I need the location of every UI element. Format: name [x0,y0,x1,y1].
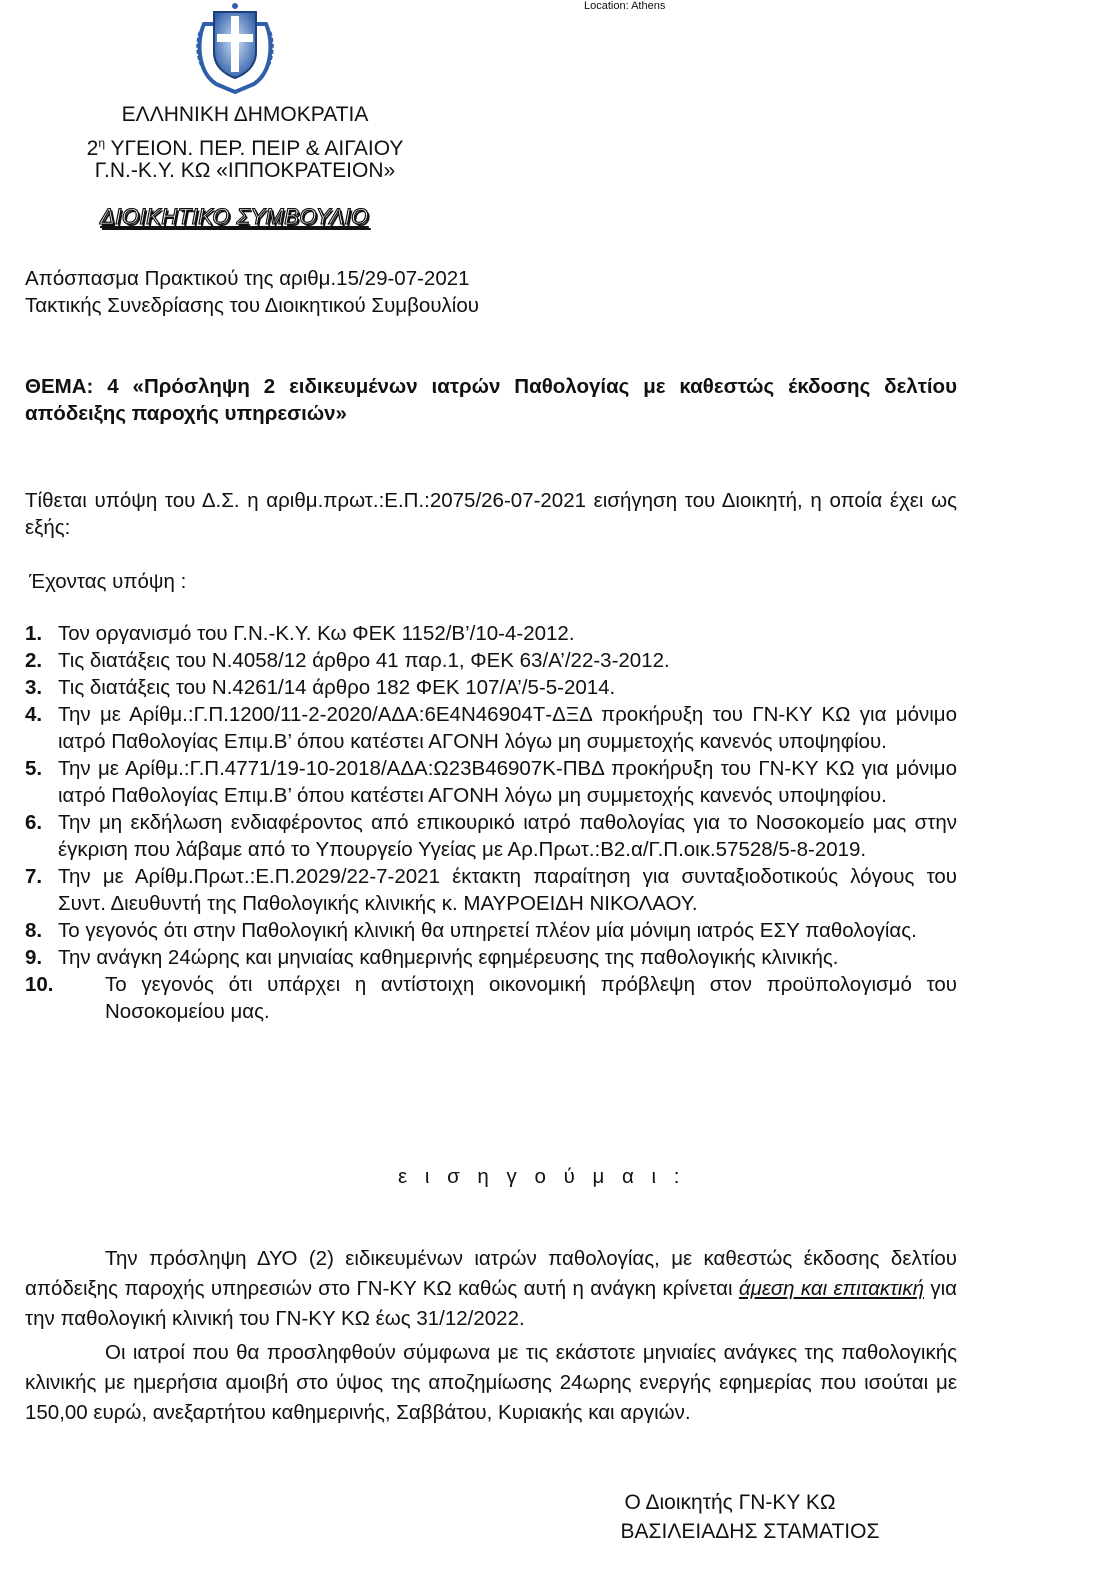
list-item [25,971,957,1025]
board-title: ΔΙΟΙΚΗΤΙΚΟ ΣΥΜΒΟΥΛΙΟ [100,204,369,229]
list-item-number: 1. [25,622,43,645]
list-item-text: Τον οργανισμό του Γ.Ν.-Κ.Υ. Κω ΦΕΚ 1152/Β’/10-4-2012. [58,622,575,645]
list-item-text: Την ανάγκη 24ώρης και μηνιαίας καθημερινής εφημέρευσης της παθολογικής κλινικής. [58,946,839,969]
list-item [25,647,957,674]
list-item-text: Τις διατάξεις του Ν.4058/12 άρθρο 41 παρ.1, ΦΕΚ 63/Α’/22-3-2012. [58,649,670,672]
list-item [25,917,957,944]
list-item [25,620,957,647]
list-item-number: 8. [25,919,43,942]
greek-coat-of-arms-emblem [194,2,276,94]
list-item-number: 5. [25,757,43,780]
list-item-number: 9. [25,946,43,969]
list-item [25,701,957,755]
considerations-list [25,620,957,1025]
list-item-text: Την με Αρίθμ.:Γ.Π.1200/11-2-2020/ΑΔΑ:6Ε4Ν46904Τ-ΔΞΔ προκήρυξη του ΓΝ-ΚΥ ΚΩ για μόνιμο ιατρό Παθολογίας Επιμ.Β’ όπου κατέστει ΑΓΟΝΗ λόγω μη συμμετοχής κανενός υποψηφίου. [58,703,957,753]
decision-paragraph-1-text-a: Την πρόσληψη ΔΥΟ (2) ειδικευμένων ιατρών παθολογίας, με καθεστώς έκδοσης δελτίου απόδειξης παροχής υπηρεσιών στο ΓΝ-ΚΥ ΚΩ καθώς αυτή η ανάγκη κρίνεται [25,1247,957,1300]
list-item-number: 4. [25,703,43,726]
list-item [25,674,957,701]
list-item-text: Τις διατάξεις του Ν.4261/14 άρθρο 182 ΦΕΚ 107/Α’/5-5-2014. [58,676,616,699]
propose-heading: ε ι σ η γ ο ύ μ α ι : [398,1165,686,1188]
list-item-text: Την μη εκδήλωση ενδιαφέροντος από επικουρικό ιατρό παθολογίας για το Νοσοκομείο μας στην έγκριση που λάβαμε από το Υπουργείο Υγείας με Αρ.Πρωτ.:Β2.α/Γ.Π.οικ.57528/5-8-2019. [58,811,957,861]
list-item-number: 10. [25,973,54,996]
list-item-text: Το γεγονός ότι στην Παθολογική κλινική θα υπηρετεί πλέον μία μόνιμη ιατρός ΕΣΥ παθολογίας. [58,919,917,942]
header-line-hospital: Γ.Ν.-Κ.Υ. ΚΩ «ΙΠΠΟΚΡΑΤΕΙΟΝ» [94,159,396,182]
subject-heading: ΘΕΜΑ: 4 «Πρόσληψη 2 ειδικευμένων ιατρών Παθολογίας με καθεστώς έκδοσης δελτίου απόδειξης παροχής υπηρεσιών» [25,375,957,425]
decision-paragraph-1 [25,1244,957,1334]
header-line-republic: ΕΛΛΗΝΙΚΗ ΔΗΜΟΚΡΑΤΙΑ [121,103,369,126]
signature-role: Ο Διοικητής ΓΝ-ΚΥ ΚΩ [624,1491,836,1514]
considering-label: Έχοντας υπόψη : [29,570,187,593]
header-line2-sup: η [98,136,106,150]
list-item-number: 6. [25,811,43,834]
list-item-text: Την με Αρίθμ.:Γ.Π.4771/19-10-2018/ΑΔΑ:Ω23Β46907Κ-ΠΒΔ προκήρυξη του ΓΝ-ΚΥ ΚΩ για μόνιμο ιατρό Παθολογίας Επιμ.Β’ όπου κατέστει ΑΓΟΝΗ λόγω μη συμμετοχής κανενός υποψηφίου. [58,757,957,807]
list-item [25,755,957,809]
list-item [25,944,957,971]
signature-name: ΒΑΣΙΛΕΙΑΔΗΣ ΣΤΑΜΑΤΙΟΣ [620,1520,880,1543]
decision-paragraph-1-text-b: για την παθολογική κλινική του ΓΝ-ΚΥ ΚΩ έως 31/12/2022. [25,1277,957,1330]
excerpt-line-1: Απόσπασμα Πρακτικού της αριθμ.15/29-07-2021 [25,267,470,290]
list-item [25,809,957,863]
decision-paragraph-1-emphasis: άμεση και επιτακτική [738,1277,924,1300]
list-item-number: 3. [25,676,43,699]
list-item-text: Το γεγονός ότι υπάρχει η αντίστοιχη οικονομική πρόβλεψη στον προϋπολογισμό του Νοσοκομείου μας. [105,973,957,1023]
header-line2-rest: ΥΓΕΙΟΝ. ΠΕΡ. ΠΕΙΡ & ΑΙΓΑΙΟΥ [105,137,404,160]
location-label: Location: Athens [584,0,666,12]
list-item [25,863,957,917]
excerpt-line-2: Τακτικής Συνεδρίασης του Διοικητικού Συμβουλίου [25,294,479,317]
header-line2-num: 2 [86,137,99,160]
decision-paragraph-2: Οι ιατροί που θα προσληφθούν σύμφωνα με τις εκάστοτε μηνιαίες ανάγκες της παθολογικής κλινικής με ημερήσια αμοιβή στο ύψος της αποζημίωσης 24ωρης ενεργής εφημερίας που ισούται με 150,00 ευρώ, ανεξαρτήτου καθημερινής, Σαββάτου, Κυριακής και αργιών. [25,1341,957,1424]
list-item-text: Την με Αρίθμ.Πρωτ.:Ε.Π.2029/22-7-2021 έκτακτη παραίτηση για συνταξιοδοτικούς λόγους του Συντ. Διευθυντή της Παθολογικής κλινικής κ. ΜΑΥΡΟΕΙΔΗ ΝΙΚΟΛΑΟΥ. [58,865,957,915]
intro-paragraph: Τίθεται υπόψη του Δ.Σ. η αριθμ.πρωτ.:Ε.Π.:2075/26-07-2021 εισήγηση του Διοικητή, η οποία έχει ως εξής: [25,489,957,539]
list-item-number: 2. [25,649,43,672]
list-item-number: 7. [25,865,43,888]
